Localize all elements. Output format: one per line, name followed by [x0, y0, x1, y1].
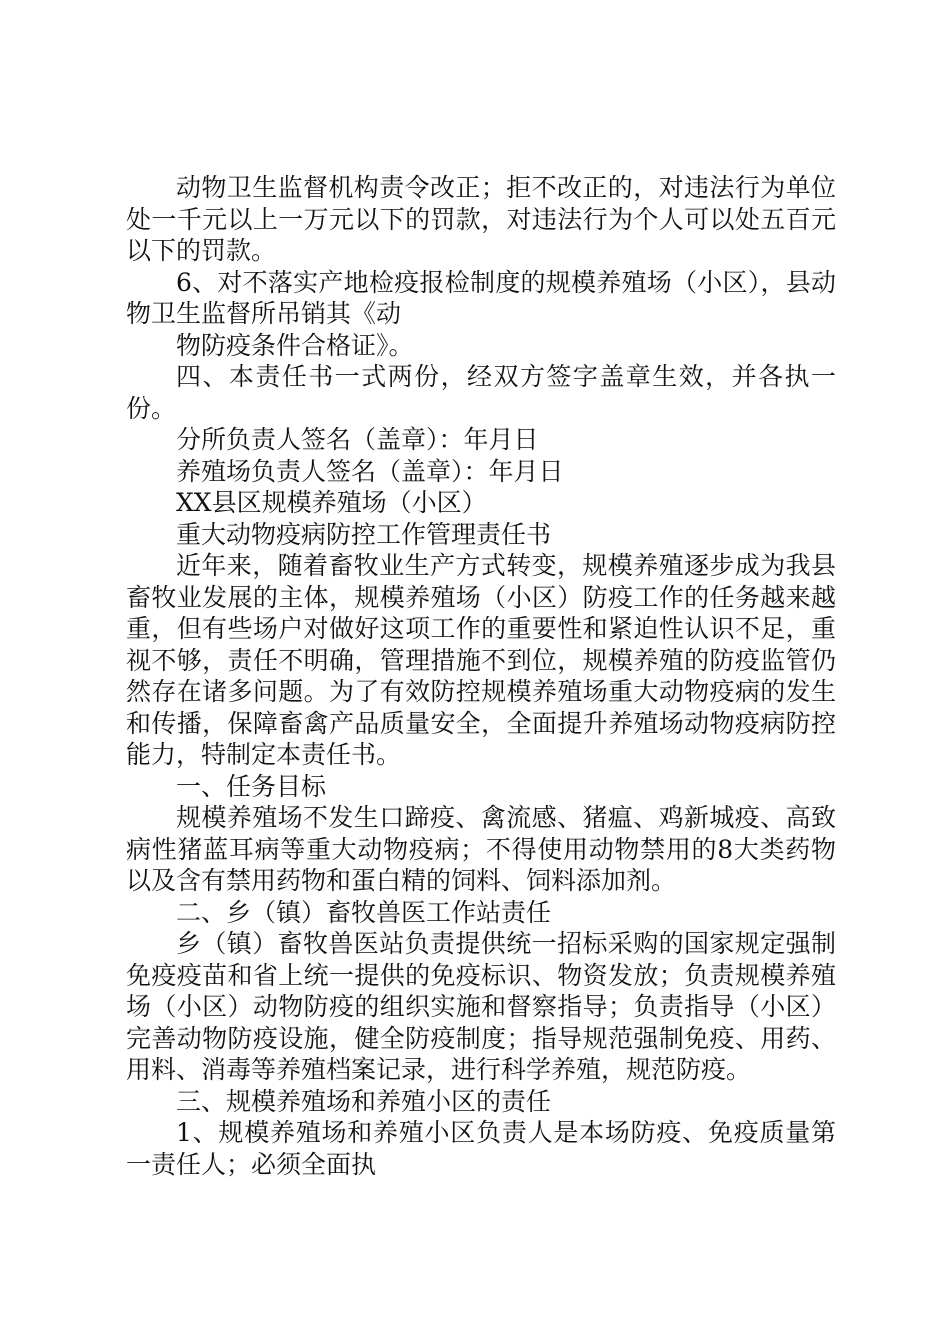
document-body: [126, 172, 836, 1180]
paragraph-item-6: 6、对不落实产地检疫报检制度的规模养殖场（小区），县动物卫生监督所吊销其《动: [126, 267, 836, 328]
paragraph-task-goal: 规模养殖场不发生口蹄疫、禽流感、猪瘟、鸡新城疫、高致病性猪蓝耳病等重大动物疫病；不得使用动物禁用的8大类药物以及含有禁用药物和蛋白精的饲料、饲料添加剂。: [126, 803, 836, 895]
paragraph-item-1: 1、规模养殖场和养殖小区负责人是本场防疫、免疫质量第一责任人；必须全面执: [126, 1118, 836, 1179]
paragraph-penalty: 动物卫生监督机构责令改正；拒不改正的，对违法行为单位处一千元以上一万元以下的罚款，对违法行为个人可以处五百元以下的罚款。: [126, 173, 836, 265]
signature-line-branch: 分所负责人签名（盖章）：年月日: [176, 425, 539, 454]
heading-section-2: 二、乡（镇）畜牧兽医工作站责任: [176, 897, 552, 927]
paragraph-item-6-continued: 物防疫条件合格证》。: [176, 330, 414, 360]
signature-line-farm: 养殖场负责人签名（盖章）：年月日: [176, 456, 564, 486]
title-line-2: 重大动物疫病防控工作管理责任书: [176, 519, 552, 549]
paragraph-station-duty: 乡（镇）畜牧兽医站负责提供统一招标采购的国家规定强制免疫疫苗和省上统一提供的免疫标识、物资发放；负责规模养殖场（小区）动物防疫的组织实施和督察指导；负责指导（小区）完善动物防疫设施，健全防疫制度；指导规范强制免疫、用药、用料、消毒等养殖档案记录，进行科学养殖，规范防疫。: [126, 929, 836, 1084]
title-line-1: XX县区规模养殖场（小区）: [176, 488, 487, 517]
heading-section-3: 三、规模养殖场和养殖小区的责任: [176, 1086, 552, 1116]
heading-section-1: 一、任务目标: [176, 771, 327, 801]
paragraph-section-4: 四、本责任书一式两份，经双方签字盖章生效，并各执一份。: [126, 362, 836, 423]
paragraph-intro: 近年来，随着畜牧业生产方式转变，规模养殖逐步成为我县畜牧业发展的主体，规模养殖场（小区）防疫工作的任务越来越重，但有些场户对做好这项工作的重要性和紧迫性认识不足，重视不够，责任不明确，管理措施不到位，规模养殖的防疫监管仍然存在诸多问题。为了有效防控规模养殖场重大动物疫病的发生和传播，保障畜禽产品质量安全，全面提升养殖场动物疫病防控能力，特制定本责任书。: [126, 551, 836, 769]
